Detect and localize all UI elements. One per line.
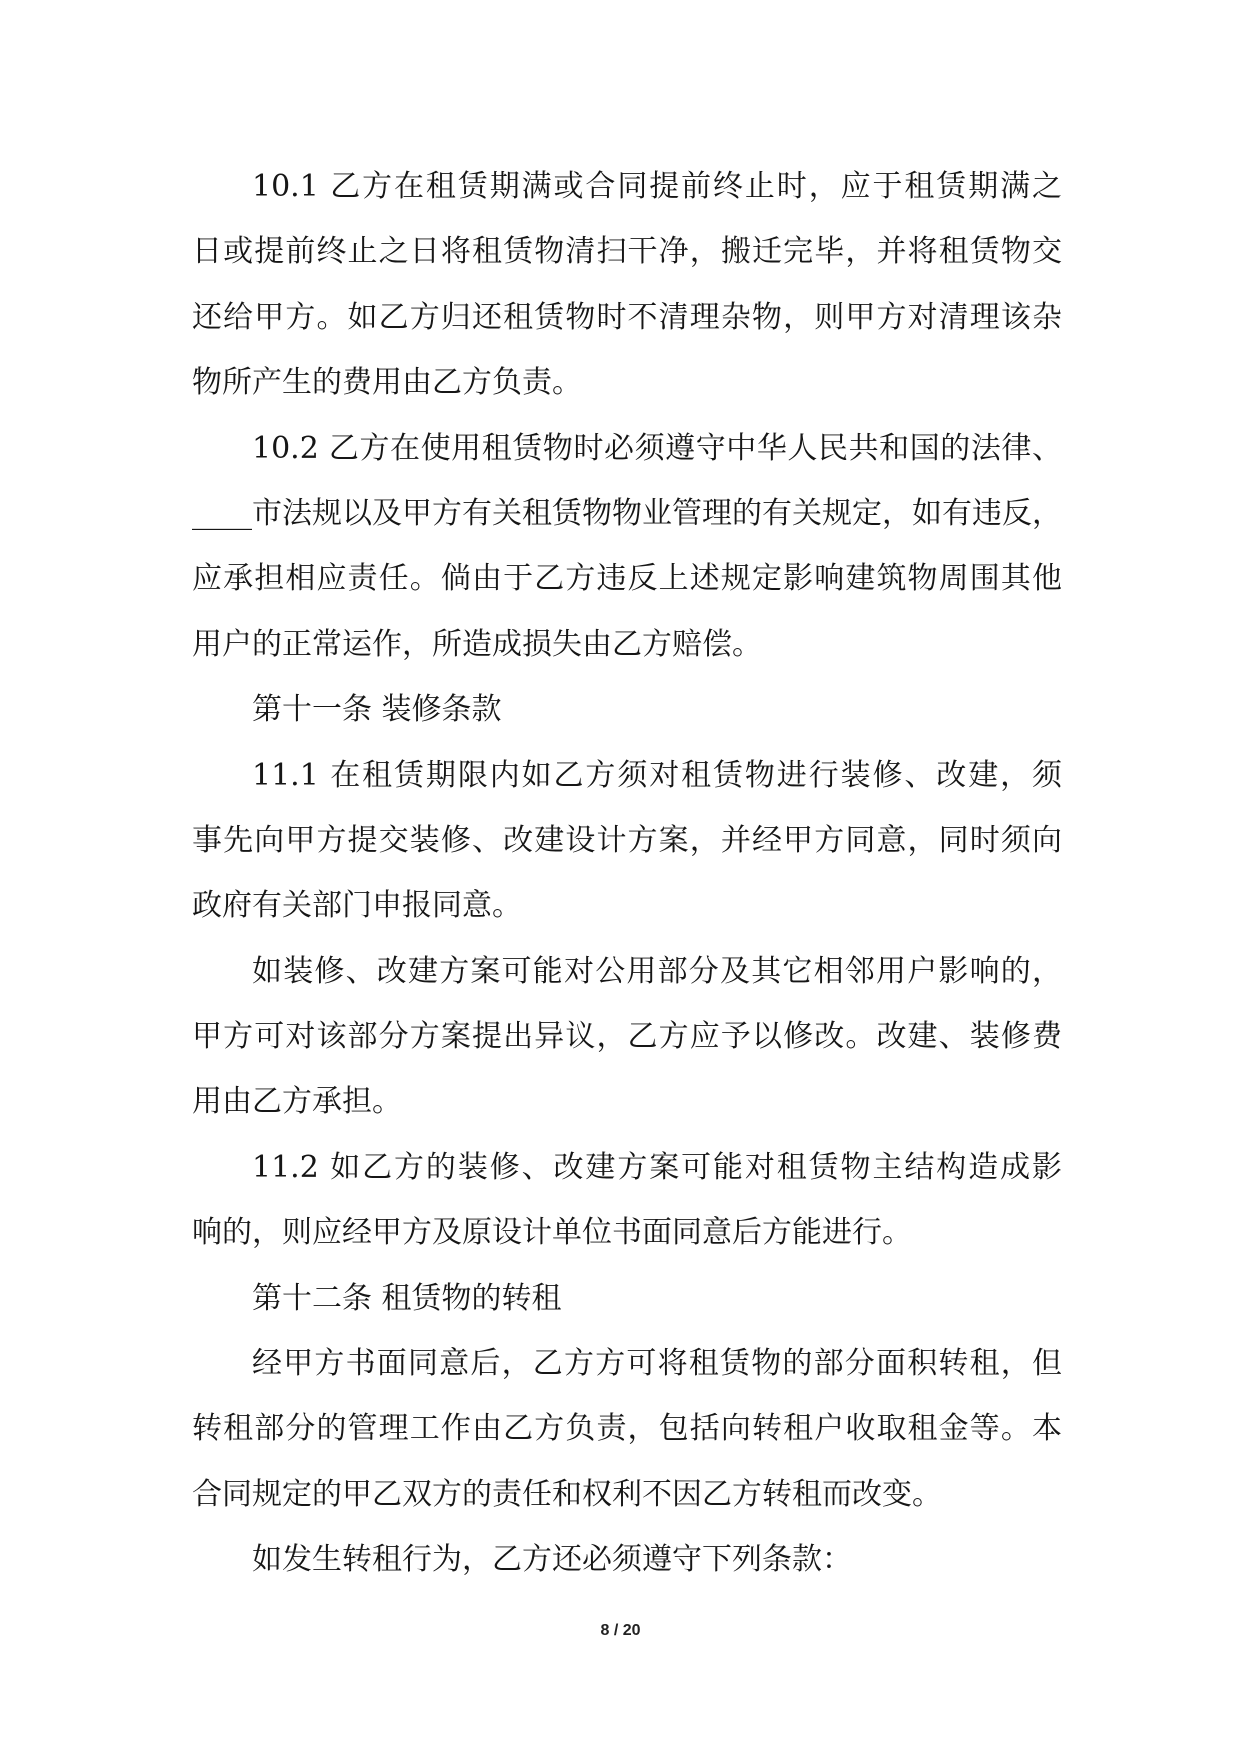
section-heading: 第十二条 租赁物的转租 (252, 1280, 562, 1316)
paragraph-line: 政府有关部门申报同意。 (192, 888, 522, 924)
paragraph-line: 如发生转租行为，乙方还必须遵守下列条款： (252, 1542, 852, 1578)
clause-10-2 (192, 416, 1062, 678)
clause-12-conditions (192, 1527, 1062, 1592)
paragraph-line: 甲方可对该部分方案提出异议，乙方应予以修改。改建、装修费 (192, 1019, 1062, 1055)
paragraph-line: 物所产生的费用由乙方负责。 (192, 365, 582, 401)
clause-12-sublease (192, 1331, 1062, 1527)
paragraph-line: ____市法规以及甲方有关租赁物物业管理的有关规定，如有违反， (192, 495, 1062, 531)
section-heading-12 (192, 1266, 1062, 1331)
clause-11-2 (192, 1135, 1062, 1266)
paragraph-line: 合同规定的甲乙双方的责任和权利不因乙方转租而改变。 (192, 1476, 942, 1512)
section-heading: 第十一条 装修条款 (252, 692, 502, 728)
paragraph-line: 用由乙方承担。 (192, 1084, 402, 1120)
paragraph-line: 10.1 乙方在租赁期满或合同提前终止时，应于租赁期满之 (252, 169, 1062, 204)
paragraph-line: 10.2 乙方在使用租赁物时必须遵守中华人民共和国的法律、 (252, 430, 1062, 466)
paragraph-line: 还给甲方。如乙方归还租赁物时不清理杂物，则甲方对清理该杂 (192, 299, 1062, 335)
clause-11-1-continued (192, 939, 1062, 1135)
paragraph-line: 日或提前终止之日将租赁物清扫干净，搬迁完毕，并将租赁物交 (192, 234, 1062, 270)
paragraph-line: 转租部分的管理工作由乙方负责，包括向转租户收取租金等。本 (192, 1411, 1062, 1447)
paragraph-line: 如装修、改建方案可能对公用部分及其它相邻用户影响的， (252, 953, 1062, 989)
paragraph-line: 经甲方书面同意后，乙方方可将租赁物的部分面积转租，但 (252, 1346, 1062, 1382)
paragraph-line: 应承担相应责任。倘由于乙方违反上述规定影响建筑物周围其他 (192, 561, 1062, 597)
paragraph-line: 事先向甲方提交装修、改建设计方案，并经甲方同意，同时须向 (192, 822, 1062, 858)
clause-11-1 (192, 743, 1062, 939)
paragraph-line: 11.2 如乙方的装修、改建方案可能对租赁物主结构造成影 (252, 1149, 1062, 1185)
paragraph-line: 响的，则应经甲方及原设计单位书面同意后方能进行。 (192, 1215, 912, 1251)
document-body (192, 154, 1062, 1593)
page-number: 8 / 20 (600, 1622, 641, 1639)
paragraph-line: 用户的正常运作，所造成损失由乙方赔偿。 (192, 626, 762, 662)
clause-10-1 (192, 154, 1062, 416)
paragraph-line: 11.1 在租赁期限内如乙方须对租赁物进行装修、改建，须 (252, 757, 1062, 793)
section-heading-11 (192, 677, 1062, 742)
